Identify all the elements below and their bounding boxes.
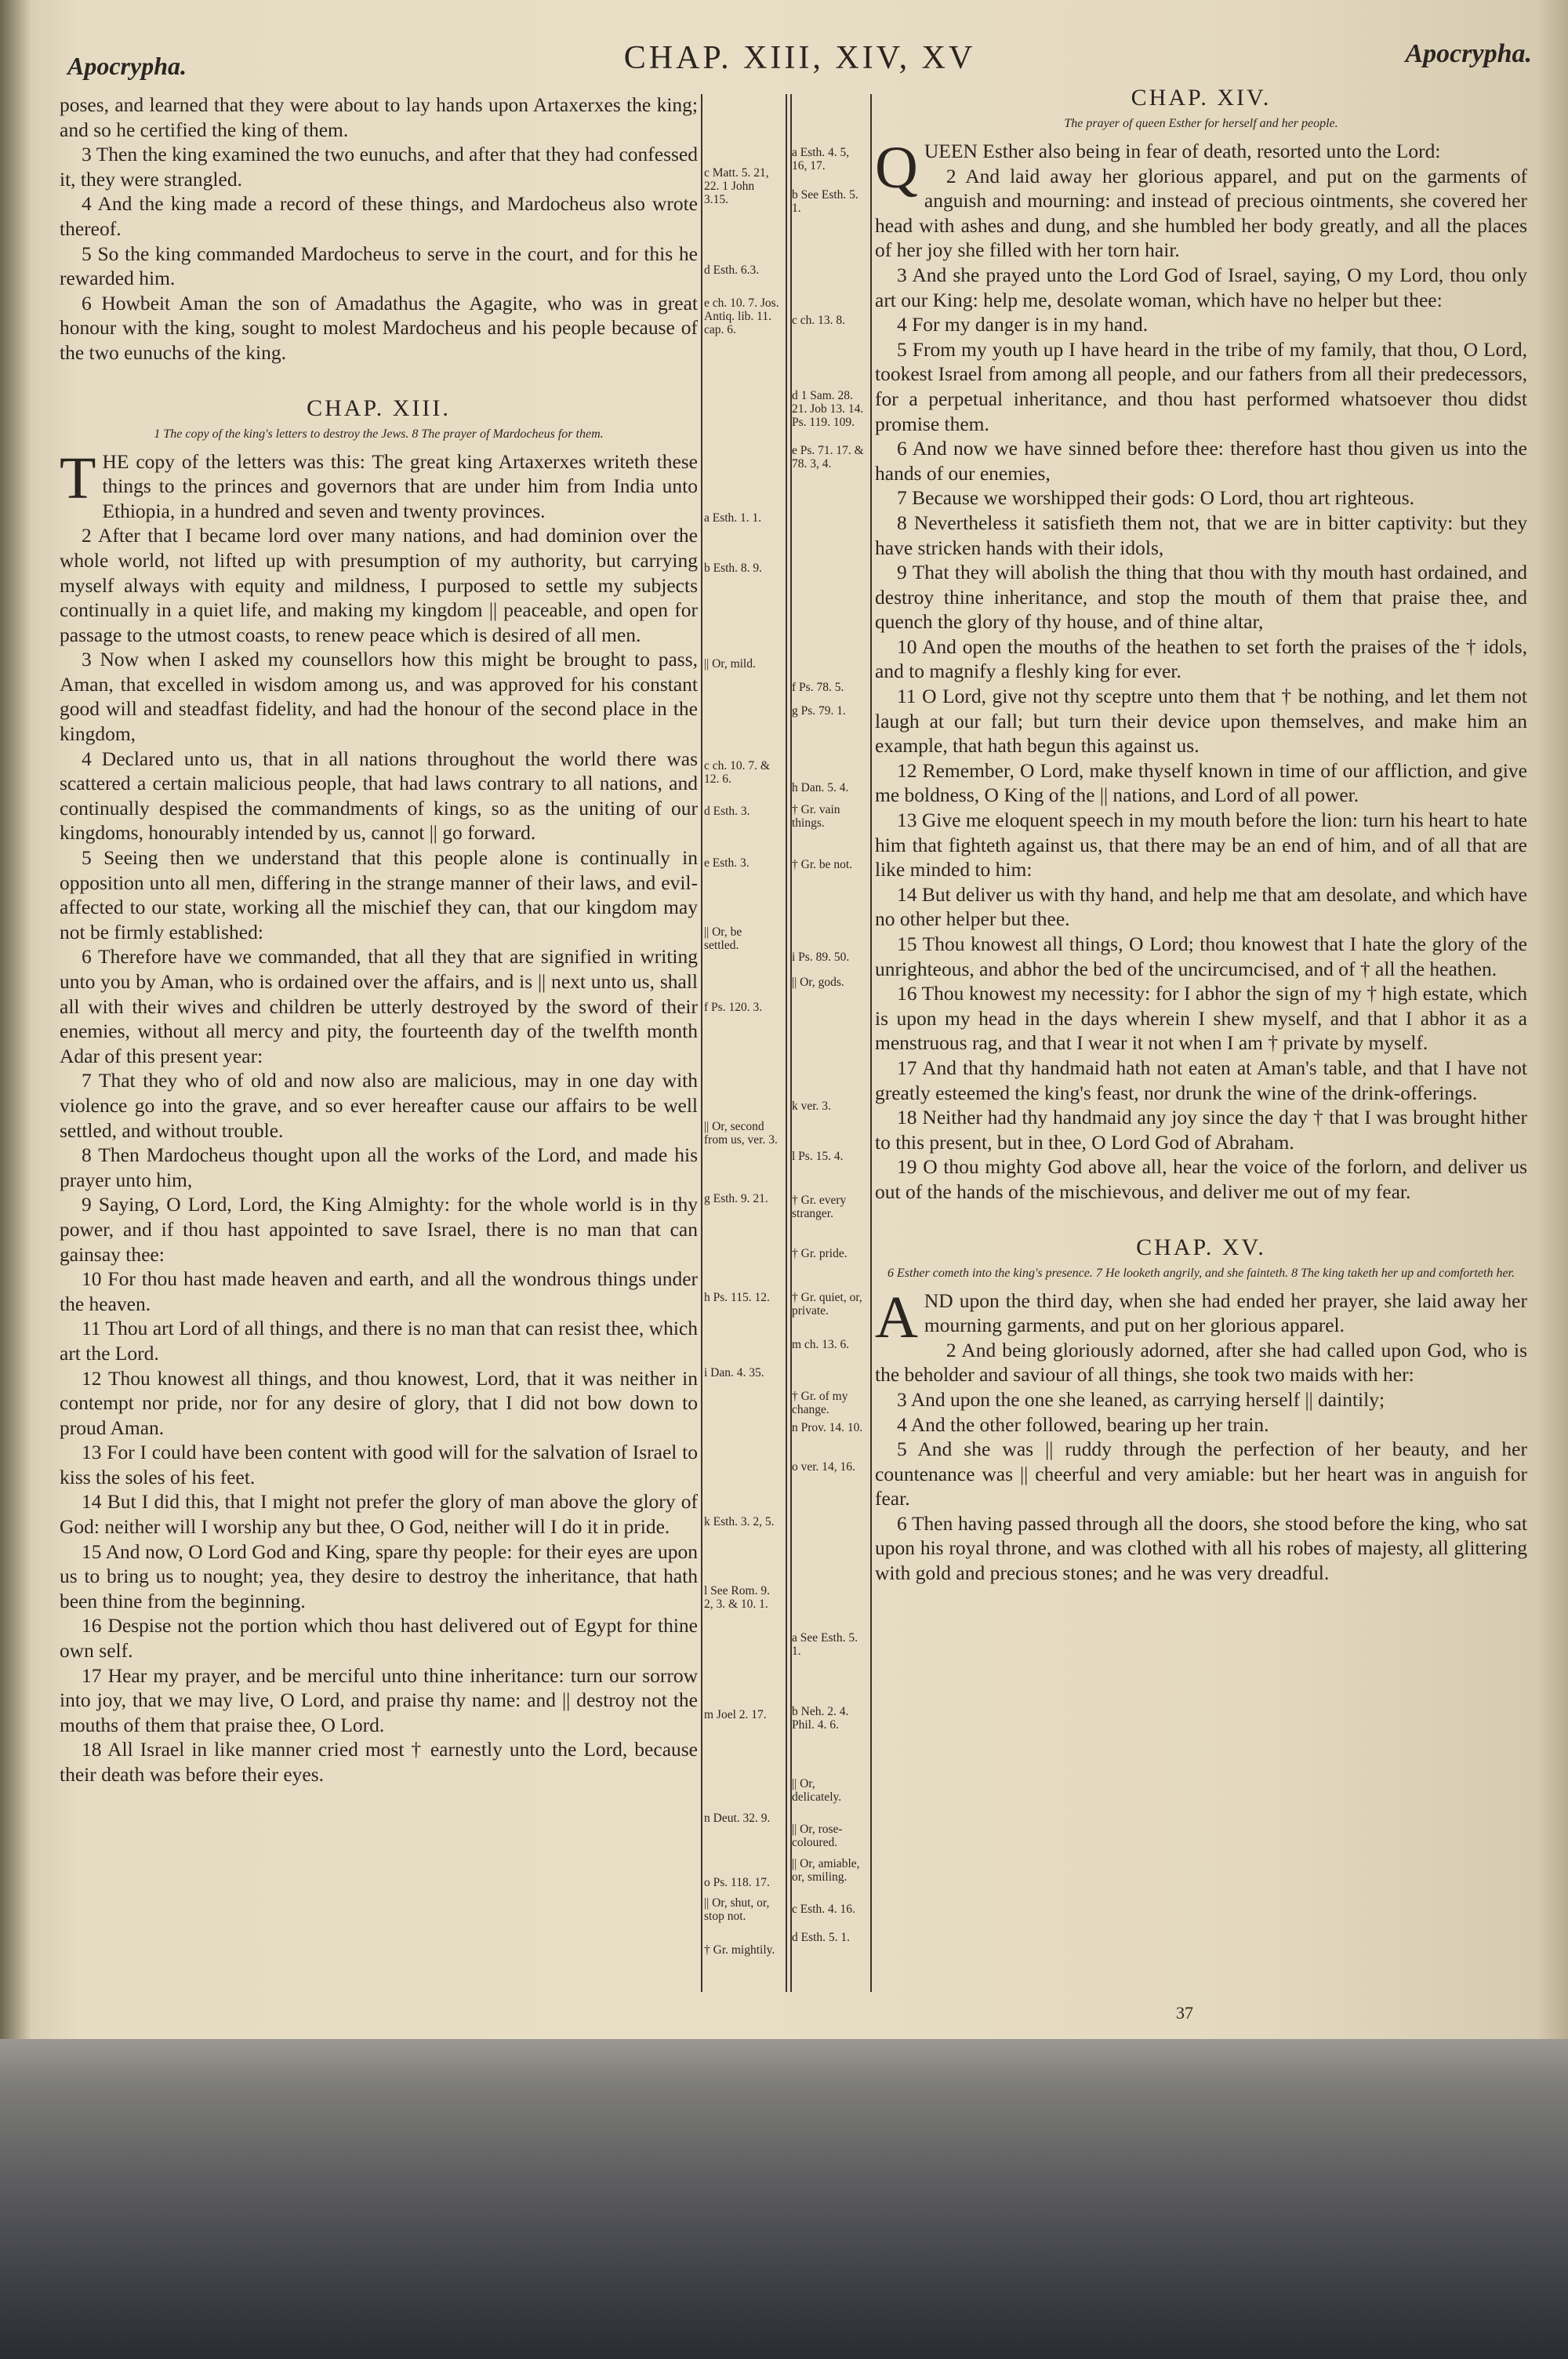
margin-note: a Esth. 1. 1. [704,511,762,525]
margin-note: a See Esth. 5. 1. [792,1631,858,1658]
margin-note: m Joel 2. 17. [704,1708,767,1721]
margin-note: i Dan. 4. 35. [704,1366,764,1379]
margin-note: || Or, amiable, or, smiling. [792,1857,860,1884]
verse: 4 And the king made a record of these things, and Mardocheus also wrote thereof. [60,192,698,240]
margin-note: n Prov. 14. 10. [792,1421,863,1434]
verse: poses, and learned that they were about to lay hands upon Artaxerxes the king; and so he certified the king of them. [60,93,698,141]
chapter-heading: CHAP. XIII. [307,394,451,421]
verse: 2 After that I became lord over many nations, and had dominion over the whole world, not lifted up with presumption of my authority, but carrying myself always with equity and mildness, I purposed to settle my subjects continually in a quiet life, and making my kingdom || peaceable, and open for passage to the utmost coasts, to renew peace which is desired of all men. [60,524,698,646]
verse: 2 And being gloriously adorned, after she had called upon God, who is the beholder and saviour of all things, she took two maids with her: [875,1338,1527,1387]
margin-note: b Neh. 2. 4. Phil. 4. 6. [792,1705,849,1732]
verse: 13 For I could have been content with good will for the salvation of Israel to kiss the soles of his feet. [60,1441,698,1488]
margin-note: || Or, mild. [704,657,756,671]
verse: 13 Give me eloquent speech in my mouth before the lion: turn his heart to hate him that fighteth against us, that there may be an end of him, and of all that are like minded to him: [875,809,1527,881]
margin-note: l Ps. 15. 4. [792,1150,844,1163]
margin-note: || Or, shut, or, stop not. [704,1896,770,1923]
verse: 7 Because we worshipped their gods: O Lord, thou art righteous. [897,486,1415,510]
margin-note: † Gr. pride. [792,1247,848,1260]
verse: 15 Thou knowest all things, O Lord; thou knowest that I hate the glory of the unrighteous, and abhor the bed of the uncircumcised, and of † all the heathen. [875,932,1527,980]
drop-cap: A [875,1284,918,1350]
margin-note: m ch. 13. 6. [792,1338,850,1351]
margin-note: i Ps. 89. 50. [792,951,850,964]
verse: 10 For thou hast made heaven and earth, and all the wondrous things under the heaven. [60,1267,698,1315]
verse: 11 Thou art Lord of all things, and there is no man that can resist thee, which art the Lord. [60,1317,698,1365]
margin-note: f Ps. 120. 3. [704,1001,763,1014]
column-rule-4 [870,94,872,1992]
margin-note: c Esth. 4. 16. [792,1903,855,1916]
verse: AND upon the third day, when she had ended her prayer, she laid away her mourning garments, and put on her glorious apparel. [875,1284,1527,1350]
verse: 14 But deliver us with thy hand, and help me that am desolate, and which have no other helper but thee. [875,882,1527,931]
margin-note: k Esth. 3. 2, 5. [704,1515,775,1528]
verse: 11 O Lord, give not thy sceptre unto them that † be nothing, and let them not laugh at our fall; but turn their device upon themselves, and make him an example, that hath begun this against us. [875,685,1527,758]
verse: 2 And laid away her glorious apparel, and put on the garments of anguish and mourning: and instead of precious ointments, she covered her head with ashes and dung, and she humbled her body greatly, and all the places of her joy she filled with her torn hair. [875,164,1527,262]
verse: THE copy of the letters was this: The great king Artaxerxes writeth these things to the princes and governors that are under him from India unto Ethiopia, in a hundred and seven and twenty provinces. [60,445,698,522]
column-rule-2 [786,94,787,1992]
margin-note: d Esth. 3. [704,805,750,818]
page-number: 37 [1176,2003,1193,2023]
margin-note: o ver. 14, 16. [792,1460,855,1474]
margin-note: d Esth. 5. 1. [792,1931,851,1944]
margin-note: || Or, second from us, ver. 3. [704,1120,778,1147]
verse: 9 That they will abolish the thing that thou with thy mouth hast ordained, and destroy thine inheritance, and stop the mouth of them that praise thee, and quench the glory of thy house, and of thine altar, [875,561,1527,634]
background-surface [0,2039,1568,2359]
drop-cap: Q [875,135,918,201]
margin-note: † Gr. quiet, or, private. [792,1291,862,1318]
margin-note: e Esth. 3. [704,856,750,870]
margin-note: h Dan. 5. 4. [792,781,849,794]
margin-note: b Esth. 8. 9. [704,562,763,575]
header-left: Apocrypha. [67,52,187,80]
margin-note: † Gr. be not. [792,858,853,871]
verse: 8 Nevertheless it satisfieth them not, that we are in bitter captivity: but they have stricken hands with their idols, [875,511,1527,559]
running-header [63,38,1537,85]
margin-note: l See Rom. 9. 2, 3. & 10. 1. [704,1584,770,1611]
verse: QUEEN Esther also being in fear of death, resorted unto the Lord: [875,135,1441,201]
verse: 5 And she was || ruddy through the perfection of her beauty, and her countenance was || cheerful and very amiable: but her heart was in anguish for fear. [875,1438,1527,1510]
margin-note: g Esth. 9. 21. [704,1192,768,1205]
chapter-heading: CHAP. XV. [1136,1234,1266,1260]
verse: 16 Despise not the portion which thou hast delivered out of Egypt for thine own self. [60,1614,698,1663]
margin-note: c Matt. 5. 21, 22. 1 John 3.15. [704,166,769,206]
chapter-summary: 1 The copy of the king's letters to destroy the Jews. 8 The prayer of Mardocheus for them. [154,427,604,441]
verse: 7 That they who of old and now also are malicious, may in one day with violence go into the grave, and so ever hereafter cause our affairs to be well settled, and without trouble. [60,1069,698,1142]
chapter-heading: CHAP. XIV. [1131,85,1272,111]
margin-note: d Esth. 6.3. [704,264,760,277]
chapter-summary: The prayer of queen Esther for herself and her people. [1064,117,1338,130]
margin-note: d 1 Sam. 28. 21. Job 13. 14. Ps. 119. 109. [792,389,864,429]
verse: 12 Remember, O Lord, make thyself known in time of our affliction, and give me boldness, O King of the || nations, and Lord of all power. [875,758,1527,807]
verse: 17 Hear my prayer, and be merciful unto thine inheritance: turn our sorrow into joy, that we may live, O Lord, and praise thy name: and || destroy not the mouths of them that praise thee, O Lord. [60,1663,698,1736]
verse: 15 And now, O Lord God and King, spare thy people: for their eyes are upon us to bring us to nought; yea, they desire to destroy the inheritance, that hath been thine from the beginning. [60,1539,698,1612]
verse: 6 And now we have sinned before thee: therefore hast thou given us into the hands of our enemies, [875,437,1527,485]
verse: 12 Thou knowest all things, and thou knowest, Lord, that it was neither in contempt nor pride, nor for any desire of glory, that I did not bow down to proud Aman. [60,1366,698,1439]
margin-note: † Gr. of my change. [792,1390,848,1416]
verse: 3 And upon the one she leaned, as carrying herself || daintily; [897,1387,1385,1411]
verse: 4 And the other followed, bearing up her train. [897,1412,1269,1436]
margin-note: e Ps. 71. 17. & 78. 3, 4. [792,444,864,471]
verse: 3 Now when I asked my counsellors how this might be brought to pass, Aman, that excelled in wisdom among us, and was approved for his constant good will and steadfast fidelity, and had the honour of the second place in the kingdom, [60,648,698,746]
verse: 9 Saying, O Lord, Lord, the King Almighty: for the whole world is in thy power, and if thou hast appointed to save Israel, there is no man that can gainsay thee: [60,1193,698,1266]
verse: 6 Therefore have we commanded, that all they that are signified in writing unto you by Aman, who is ordained over the affairs, and is || next unto us, shall all with their wives and children be utterly destroyed by the sword of their enemies, without all mercy and pity, the fourteenth day of the twelfth month Adar of this present year: [60,945,698,1067]
margin-note: e ch. 10. 7. Jos. Antiq. lib. 11. cap. 6. [704,296,779,336]
verse: 19 O thou mighty God above all, hear the voice of the forlorn, and deliver us out of the hands of the mischievous, and deliver me out of my fear. [875,1155,1527,1203]
margin-note: k ver. 3. [792,1100,831,1113]
verse: 3 And she prayed unto the Lord God of Israel, saying, O my Lord, thou only art our King: help me, desolate woman, which have no helper but thee: [875,263,1527,311]
verse: 5 From my youth up I have heard in the tribe of my family, that thou, O Lord, tookest Israel from among all people, and our fathers from all their predecessors, for a perpetual inheritance, and thou hast performed whatsoever thou didst promise them. [875,337,1527,435]
margin-note: f Ps. 78. 5. [792,681,844,694]
margin-note: n Deut. 32. 9. [704,1812,771,1825]
margin-note: || Or, be settled. [704,925,742,952]
verse: 6 Howbeit Aman the son of Amadathus the Agagite, who was in great honour with the king, sought to molest Mardocheus and his people because of the two eunuchs of the king. [60,291,698,364]
margin-note: c ch. 10. 7. & 12. 6. [704,759,770,786]
header-right: Apocrypha. [1405,39,1532,68]
left-text-column [60,93,698,1787]
verse: 4 Declared unto us, that in all nations throughout the world there was scattered a certain malicious people, that had laws contrary to all nations, and continually despised the commandments of kings, so as the uniting of our kingdoms, honourably intended by us, cannot || go forward. [60,747,698,845]
margin-note: b See Esth. 5. 1. [792,188,858,215]
chapter-summary: 6 Esther cometh into the king's presence. 7 He looketh angrily, and she fainteth. 8 The king taketh her up and comforteth her. [887,1266,1515,1280]
drop-cap: T [60,445,96,511]
margin-note: g Ps. 79. 1. [792,704,846,718]
margin-note: c ch. 13. 8. [792,314,846,327]
verse: 6 Then having passed through all the doors, she stood before the king, who sat upon his royal throne, and was clothed with all his robes of majesty, all glittering with gold and precious stones; and he was very dreadful. [875,1511,1527,1585]
margin-note: || Or, rose-coloured. [792,1823,843,1849]
header-chapter-range: CHAP. XIII, XIV, XV [623,40,976,76]
margin-note: † Gr. every stranger. [792,1194,847,1220]
verse: 8 Then Mardocheus thought upon all the works of the Lord, and made his prayer unto him, [60,1143,698,1191]
margin-note: † Gr. mightily. [704,1943,775,1957]
verse: 18 All Israel in like manner cried most † earnestly unto the Lord, because their death was before their eyes. [60,1738,698,1786]
verse: 14 But I did this, that I might not prefer the glory of man above the glory of God: neither will I worship any but thee, O God, neither will I do it in pride. [60,1490,698,1539]
verse: 16 Thou knowest my necessity: for I abhor the sign of my † high estate, which is upon my head in the days wherein I shew myself, and that I abhor it as a menstruous rag, and that I wear it not when I am † private by myself. [875,982,1527,1055]
margin-note: || Or, delicately. [792,1777,842,1804]
right-text-column [875,85,1527,1586]
verse: 5 Seeing then we understand that this people alone is continually in opposition unto all men, differing in the strange manner of their laws, and evil-affected to our state, working all the mischief they can, that our kingdom may not be firmly established: [60,846,698,943]
verse: 17 And that thy handmaid hath not eaten at Aman's table, and that I have not greatly esteemed the king's feast, nor drunk the wine of the drink-offerings. [875,1056,1527,1104]
verse: 18 Neither had thy handmaid any joy since the day † that I was brought hither to this present, but in thee, O Lord God of Abraham. [875,1106,1527,1154]
margin-note: || Or, gods. [792,976,844,989]
margin-note: † Gr. vain things. [792,803,840,830]
column-rule-1 [701,94,702,1992]
margin-note: o Ps. 118. 17. [704,1876,770,1889]
verse: 4 For my danger is in my hand. [897,313,1149,336]
margin-note: a Esth. 4. 5, 16, 17. [792,146,850,173]
verse: 5 So the king commanded Mardocheus to serve in the court, and for this he rewarded him. [60,242,698,290]
margin-note: h Ps. 115. 12. [704,1291,770,1304]
verse: 3 Then the king examined the two eunuchs, and after that they had confessed it, they were strangled. [60,143,698,191]
verse: 10 And open the mouths of the heathen to set forth the praises of the † idols, and to magnify a fleshly king for ever. [875,634,1527,683]
